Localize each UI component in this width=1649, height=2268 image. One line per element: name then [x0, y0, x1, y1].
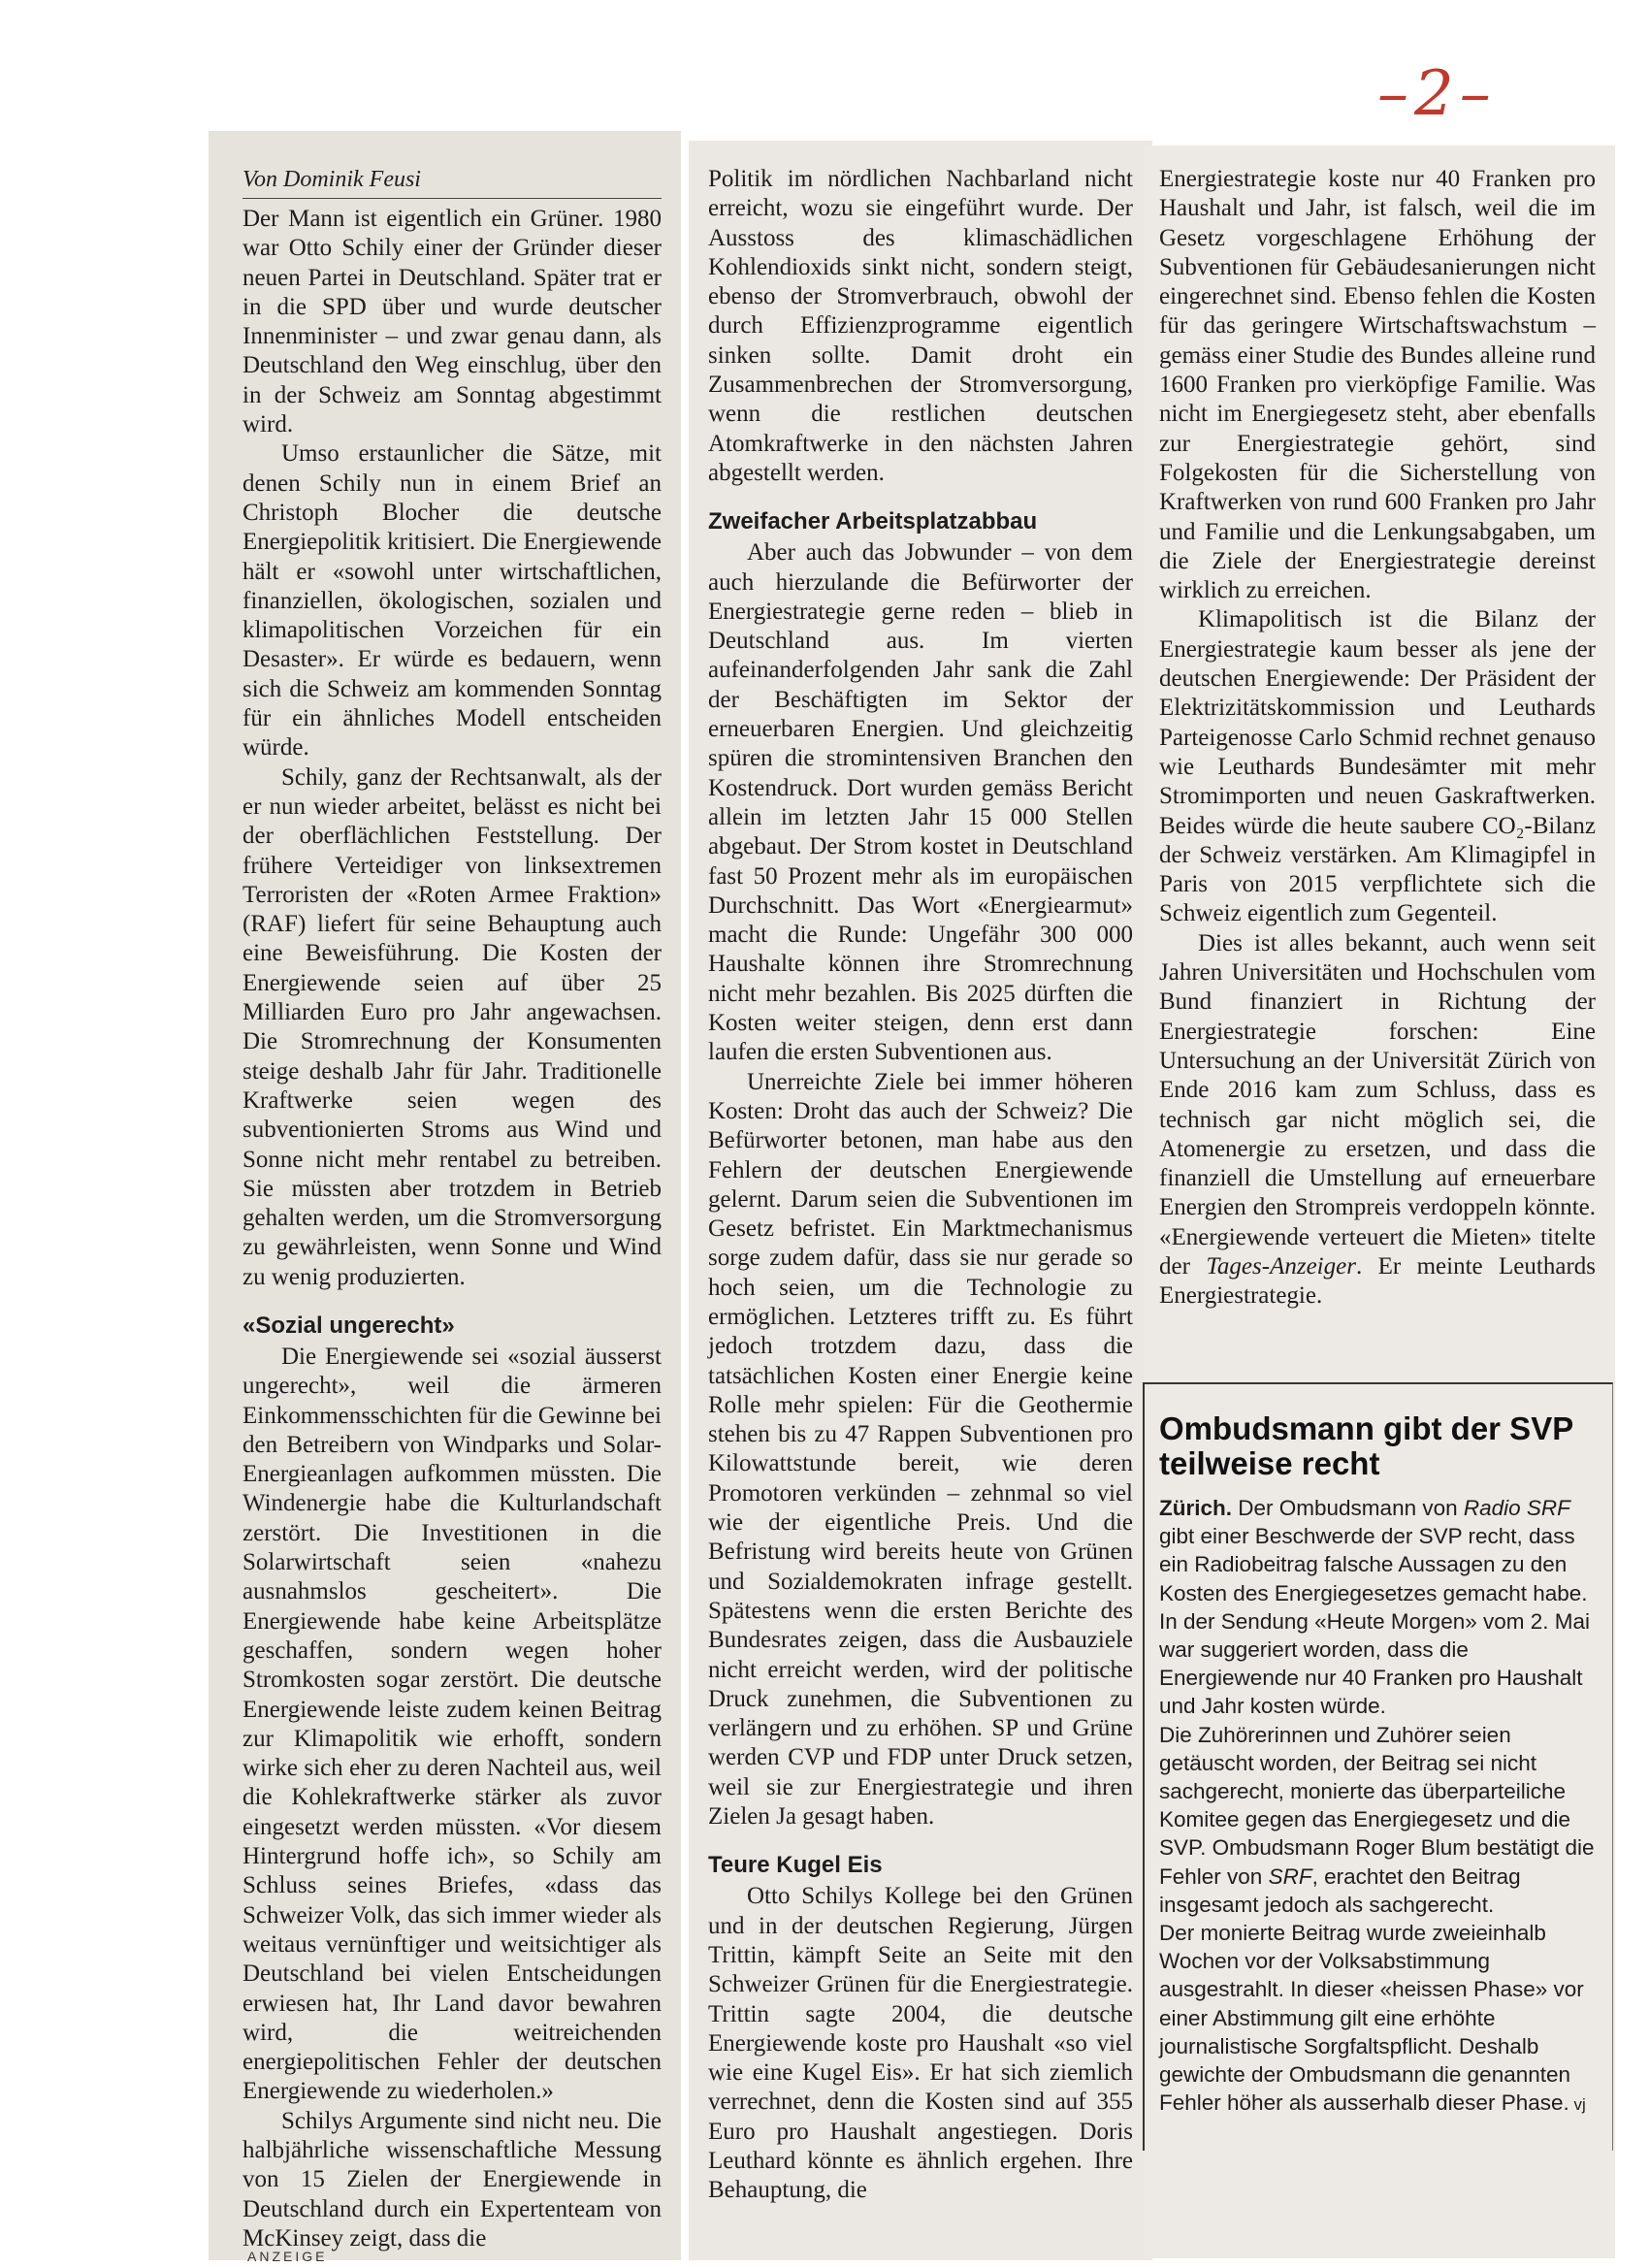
paragraph: Aber auch das Jobwunder – von dem auch hierzulande die Befürworter der Energiestrategie gerne reden – blieb in Deutschland aus. Im vierten aufeinanderfolgenden Jahr sank die Zahl der Beschäftigten im Sektor der erneuerbaren Energien. Und gleichzeitig spüren die stromintensiven Branchen den Kostendruck. Dort wurden gemäss Bericht allein im letzten Jahr 15 000 Stellen abgebaut. Der Strom kostet in Deutschland fast 50 Prozent mehr als im europäischen Durchschnitt. Das Wort «Energiearmut» macht die Runde: Ungefähr 300 000 Haushalte können ihre Stromrechnung nicht mehr bezahlen. Bis 2025 dürften die Kosten weiter steigen, denn erst dann laufen die ersten Subventionen aus. [708, 539, 1133, 1066]
byline: Von Dominik Feusi [242, 165, 662, 199]
paragraph: Umso erstaunlicher die Sätze, mit denen Schily nun in einem Brief an Christoph Blocher die deutsche Energiepolitik kritisiert. Die Energiewende hält er «sowohl unter wirtschaftlichen, finanziellen, ökologischen, sozialen und klimapolitischen Vorzeichen für ein Desaster». Er würde es bedauern, wenn sich die Schweiz am kommenden Sonntag für ein ähnliches Modell entscheiden würde. [242, 440, 662, 761]
subheading: Teure Kugel Eis [708, 1852, 883, 1879]
text-run: Der Ombudsmann von [1232, 1496, 1464, 1520]
text-run: . Er meinte Leuthards Energiestrategie. [1159, 1252, 1597, 1310]
text-run: Die Zuhörerinnen und Zuhörer seien getäuscht worden, der Beitrag sei nicht sachgerecht, monierte das überparteiliche Komitee gegen das Energiegesetz und die SVP. Ombudsmann Roger Blum bestätigt die Fehler von [1159, 1722, 1595, 1889]
publication-name: Tages-Anzeiger [1206, 1252, 1356, 1280]
article-column-3 [1159, 165, 1596, 1312]
paragraph: Schilys Argumente sind nicht neu. Die halbjährliche wissenschaftliche Messung von 15 Zielen der Energiewende in Deutschland durch ein Expertenteam von McKinsey zeigt, dass die [242, 2107, 662, 2252]
article-column-2 [708, 165, 1133, 2206]
text-run: Der monierte Beitrag wurde zweieinhalb Wochen vor der Volksabstimmung ausgestrahlt. In dieser «heissen Phase» vor einer Abstimmung gilt eine erhöhte journalistische Sorgfaltspflicht. Deshalb gewichte der Ombudsmann die genannten Fehler höher als ausserhalb dieser Phase. [1159, 1921, 1584, 2116]
box-headline: Ombudsmann gibt der SVP teilweise recht [1159, 1410, 1573, 1481]
author-initials: vj [1568, 2095, 1586, 2115]
broadcaster-name: SRF [1268, 1863, 1312, 1889]
paragraph: Politik im nördlichen Nachbarland nicht erreicht, wozu sie eingeführt wurde. Der Ausstoss des klimaschädlichen Kohlendioxids sinkt nicht, sondern steigt, ebenso der Stromverbrauch, obwohl der durch Effizienzprogramme eigentlich sinken sollte. Damit droht ein Zusammenbrechen der Stromversorgung, wenn die restlichen deutschen Atomkraftwerke in den nächsten Jahren abgestellt werden. [708, 166, 1133, 486]
paragraph [1159, 929, 1596, 1312]
paragraph [1159, 1494, 1596, 1721]
paragraph: Unerreichte Ziele bei immer höheren Kosten: Droht das auch der Schweiz? Die Befürworter betonen, man habe aus den Fehlern der deutschen Energiewende gelernt. Darum seien die Subventionen im Gesetz befristet. Ein Marktmechanismus sorge zudem dafür, dass sie nur gerade so hoch seien, um die Technologie zu ermöglichen. Letzteres trifft zu. Es führt jedoch trotzdem dazu, dass die tatsächlichen Kosten einer Energie keine Rolle mehr spielen: Für die Geothermie stehen bis zu 47 Rappen Subventionen pro Kilowattstunde bereit, wie deren Promotoren verkünden – zehnmal so viel wie der eigentliche Preis. Und die Befristung wird bereits heute von Grünen und Sozialdemokraten infrage gestellt. Spätestens wenn die ersten Berichte des Bundesrates zeigen, dass die Ausbauziele nicht erreicht werden, wird der politische Druck zunehmen, die Subventionen zu verlängern und zu erhöhen. SP und Grüne werden CVP und FDP unter Druck setzen, weil sie zur Energiestrategie und ihren Zielen Ja gesagt haben. [708, 1068, 1133, 1831]
paragraph: Klimapolitisch ist die Bilanz der Energiestrategie kaum besser als jene der deutschen Energiewende: Der Präsident der Elektrizitätskommission und Leuthards Parteigenosse Carlo Schmid rechnet genauso wie Leuthards Bundesämter mit mehr Stromimporten und neuen Gaskraftwerken. Beides würde die heute saubere CO₂-Bilanz der Schweiz verstärken. Am Klimagipfel in Paris von 2015 verpflichtete sich die Schweiz eigentlich zum Gegenteil. [1159, 606, 1596, 927]
box-body [1159, 1494, 1596, 2119]
paragraph: Schily, ganz der Rechtsanwalt, als der er nun wieder arbeitet, belässt es nicht bei der oberflächlichen Feststellung. Der frühere Verteidiger von linksextremen Terroristen der «Roten Armee Fraktion» (RAF) liefert für seine Behauptung auch eine Beweisführung. Die Kosten der Energiewende seien auf über 25 Milliarden Euro pro Jahr angewachsen. Die Stromrechnung der Konsumenten steige deshalb Jahr für Jahr. Traditionelle Kraftwerke seien wegen des subventionierten Stroms aus Wind und Sonne nicht mehr rentabel zu betreiben. Sie müssten aber trotzdem in Betrieb gehalten werden, um die Stromversorgung zu gewährleisten, wenn Sonne und Wind zu wenig produzierten. [242, 763, 662, 1290]
text-run: Dies ist alles bekannt, auch wenn seit Jahren Universitäten und Hochschulen vom Bund finanziert in Richtung der Energiestrategie forschen: Eine Untersuchung an der Universität Zürich von Ende 2016 kam zum Schluss, dass es technisch gar nicht möglich sei, die Atomenergie zu ersetzen, und dass die finanziell die Umstellung auf erneuerbare Energien den Strompreis verdoppeln könnte. «Energiewende verteuert die Mieten» titelte der [1159, 929, 1596, 1280]
advertisement-label: ANZEIGE [247, 2249, 328, 2264]
paragraph: Otto Schilys Kollege bei den Grünen und in der deutschen Regierung, Jürgen Trittin, kämpft Seite an Seite mit den Schweizer Grünen für die Energiestrategie. Trittin sagte 2004, die deutsche Energiewende koste pro Haushalt «so viel wie eine Kugel Eis». Er hat sich ziemlich verrechnet, denn die Kosten sind auf 355 Euro pro Haushalt angestiegen. Doris Leuthard könnte es ähnlich ergehen. Ihre Behauptung, die [708, 1883, 1133, 2204]
paragraph: Die Energiewende sei «sozial äusserst ungerecht», weil die ärmeren Einkommensschichten für die Gewinne bei den Betreibern von Windparks und Solar-Energieanlagen aufkommen müssten. Die Windenergie habe die Kulturlandschaft zerstört. Die Investitionen in die Solarwirtschaft seien «nahezu ausnahmslos gescheitert». Die Energiewende habe keine Arbeitsplätze geschaffen, sondern wegen hoher Stromkosten sogar zerstört. Die deutsche Energiewende leiste zudem keinen Beitrag zur Klimapolitik wie erhofft, sondern wirke sich eher zu deren Nachteil aus, weil die Kohlekraftwerke stärker als zuvor eingesetzt werden müssten. «Vor diesem Hintergrund hoffe ich», so Schily am Schluss seines Briefes, «dass das Schweizer Volk, das sich immer wieder als weitaus vernünftiger und weitsichtiger als Deutschland bei vielen Entscheidungen erwiesen hat, Ihr Land davor bewahren wird, die weitreichenden energiepolitischen Fehler der deutschen Energiewende zu wiederholen.» [242, 1343, 662, 2105]
paragraph [1159, 1919, 1596, 2119]
handwritten-page-number: –2– [1377, 58, 1497, 130]
text-run: , erachtet den Beitrag insgesamt jedoch als sachgerecht. [1159, 1863, 1521, 1917]
subheading: «Sozial ungerecht» [242, 1312, 455, 1339]
paragraph [1159, 1721, 1596, 1919]
article-column-1 [242, 165, 662, 2253]
paragraph: Der Mann ist eigentlich ein Grüner. 1980 war Otto Schily einer der Gründer dieser neuen Partei in Deutschland. Später trat er in die SPD über und wurde deutscher Innenminister – und zwar genau dann, als Deutschland den Weg einschlug, über den in der Schweiz am Sonntag abgestimmt wird. [242, 206, 662, 438]
broadcaster-name: Radio SRF [1463, 1496, 1570, 1520]
paragraph: Energiestrategie koste nur 40 Franken pro Haushalt und Jahr, ist falsch, weil die im Gesetz vorgeschlagene Erhöhung der Subventionen für Gebäudesanierungen nicht eingerechnet sind. Ebenso fehlen die Kosten für das geringere Wirtschaftswachstum – gemäss einer Studie des Bundes alleine rund 1600 Franken pro vierköpfige Familie. Was nicht im Energiegesetz steht, aber ebenfalls zur Energiestrategie gehört, sind Folgekosten für die Sicherstellung von Kraftwerken von rund 600 Franken pro Jahr und Familie und die Lenkungsabgaben, um die Ziele der Energiestrategie dereinst wirklich zu erreichen. [1159, 166, 1596, 604]
subheading: Zweifacher Arbeitsplatzabbau [708, 508, 1038, 535]
text-run: gibt einer Beschwerde der SVP recht, dass ein Radiobeitrag falsche Aussagen zu den Kosten des Energiegesetzes gemacht habe. In der Sendung «Heute Morgen» vom 2. Mai war suggeriert worden, dass die Energiewende nur 40 Franken pro Haushalt und Jahr kosten würde. [1159, 1524, 1591, 1719]
dateline: Zürich. [1159, 1496, 1233, 1520]
